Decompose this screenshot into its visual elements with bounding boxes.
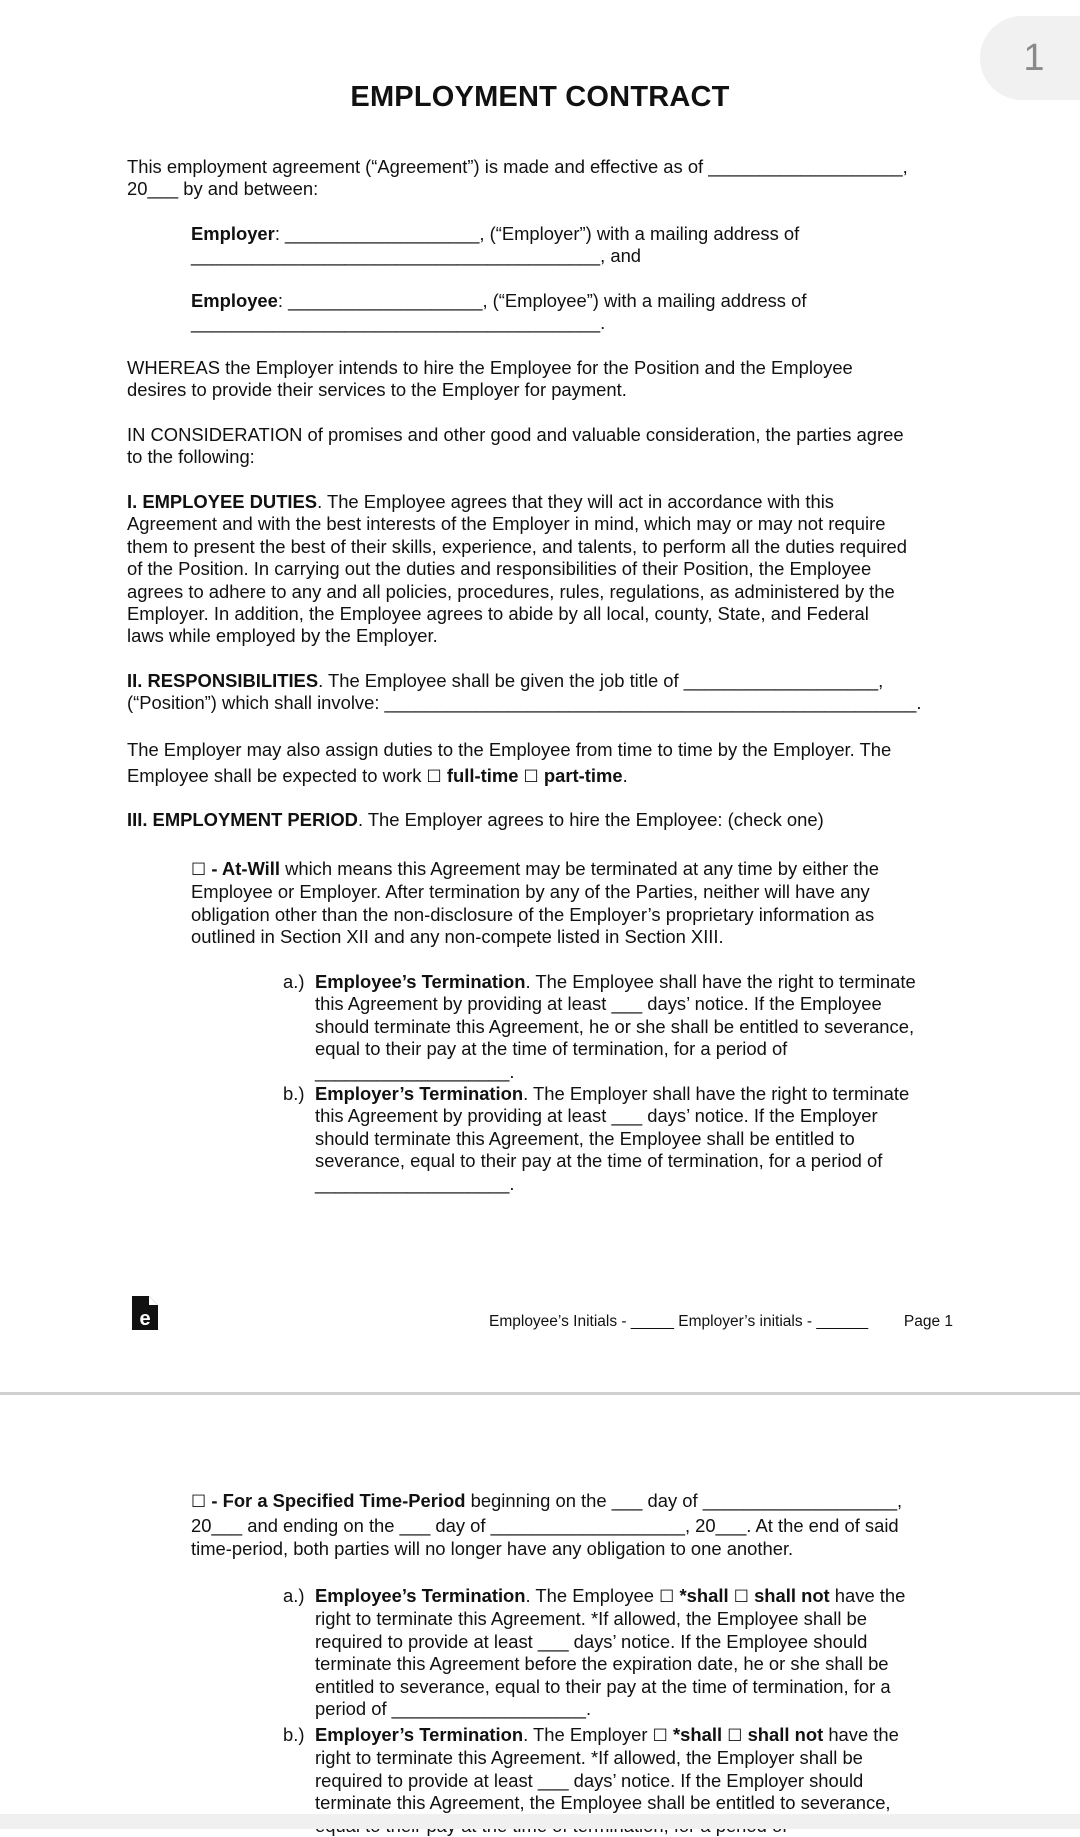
item-line: should terminate this Agreement, he or she shall be entitled to severance, <box>315 1015 915 1037</box>
responsibilities-line-1 <box>127 670 953 692</box>
intro-line-2: 20___ by and between: <box>127 178 319 200</box>
item-line-text: have the <box>823 1724 899 1745</box>
shall-not-label: shall not <box>747 1724 824 1745</box>
specified-line-1 <box>191 1489 953 1514</box>
item-line: ___________________. <box>315 1060 515 1082</box>
item-line: right to terminate this Agreement. *If allowed, the Employee shall be <box>315 1608 868 1630</box>
item-line-text: . The Employer <box>523 1724 653 1745</box>
at-will-text: which means this Agreement may be terminated at any time by either the <box>279 858 879 879</box>
item-line-1 <box>315 1585 955 1608</box>
parttime-checkbox[interactable]: ☐ <box>523 767 539 787</box>
duties-line: laws while employed by the Employer. <box>127 625 438 647</box>
item-label: b.) <box>283 1083 305 1104</box>
at-will-line: Employee or Employer. After termination by any of the Parties, neither will have any <box>191 881 870 903</box>
item-line: this Agreement by providing at least ___ days’ notice. If the Employee <box>315 993 882 1015</box>
shall-label: *shall <box>679 1585 729 1606</box>
scroll-bottom-edge <box>0 1814 1080 1829</box>
item-line-text: . The Employee <box>525 1585 660 1606</box>
employer-line-2: ________________________________________, and <box>191 245 642 267</box>
employee-text: : ___________________, (“Employee”) with a mailing address of <box>277 290 807 311</box>
item-line: required to provide at least ___ days’ notice. If the Employee should <box>315 1630 868 1652</box>
consideration-paragraph <box>127 424 953 469</box>
item-line: entitled to severance, equal to their pay at the time of termination, for a <box>315 1675 891 1697</box>
employee-label: Employee <box>191 290 278 311</box>
item-line: required to provide at least ___ days’ notice. If the Employer should <box>315 1769 864 1791</box>
specified-label: - For a Specified Time-Period <box>206 1490 466 1511</box>
specified-period-option <box>191 1489 953 1560</box>
section-responsibilities <box>127 670 953 715</box>
parttime-label: part-time <box>543 765 623 786</box>
item-line: this Agreement by providing at least ___ days’ notice. If the Employer <box>315 1105 878 1127</box>
specified-line-3: time-period, both parties will no longer have any obligation to one another. <box>191 1538 794 1559</box>
period-heading: III. EMPLOYMENT PERIOD <box>127 809 358 830</box>
item-line: period of ___________________. <box>315 1698 592 1720</box>
page-number-badge: 1 <box>980 16 1080 100</box>
item-heading: Employer’s Termination <box>315 1724 524 1745</box>
item-line: terminate this Agreement, the Employee shall be entitled to severance, <box>315 1792 891 1814</box>
fulltime-checkbox[interactable]: ☐ <box>426 767 442 787</box>
item-line-text: . The Employer shall have the right to terminate <box>523 1083 910 1104</box>
item-line-text: . The Employee shall have the right to terminate <box>525 971 916 992</box>
responsibilities-text: . The Employee shall be given the job title of ___________________, <box>318 670 884 691</box>
employer-line-1 <box>191 223 953 245</box>
consideration-line-2: to the following: <box>127 446 255 468</box>
consideration-line-1: IN CONSIDERATION of promises and other good and valuable consideration, the parties agree <box>127 424 904 445</box>
item-line-1 <box>315 1724 955 1747</box>
item-heading: Employee’s Termination <box>315 971 526 992</box>
specified-period-checkbox[interactable]: ☐ <box>191 1492 207 1512</box>
item-text <box>315 971 955 1083</box>
shall-not-checkbox[interactable]: ☐ <box>733 1587 749 1607</box>
duties-line: agrees to adhere to any and all policies, procedures, rules, regulations, as administered by the <box>127 580 895 602</box>
specified-text: beginning on the ___ day of ___________________, <box>465 1490 903 1511</box>
duties-line: Employer. In addition, the Employee agrees to abide by all local, county, State, and Federal <box>127 603 869 625</box>
duties-line: them to present the best of their skills, experience, and talents, to perform all the duties required <box>127 535 907 557</box>
intro-line-1: This employment agreement (“Agreement”) is made and effective as of ___________________, <box>127 156 908 177</box>
whereas-paragraph <box>127 357 953 402</box>
svg-text:e: e <box>139 1308 151 1330</box>
shall-checkbox[interactable]: ☐ <box>659 1587 675 1607</box>
shall-not-checkbox[interactable]: ☐ <box>727 1726 743 1746</box>
item-line-1 <box>315 1083 955 1105</box>
duties-line: Agreement and with the best interests of the Employer in mind, which may or may not require <box>127 513 886 535</box>
footer-page-number: Page 1 <box>903 1313 953 1330</box>
section-employee-duties <box>127 491 953 648</box>
at-will-label: - At-Will <box>206 858 280 879</box>
item-label: a.) <box>283 1585 305 1606</box>
shall-not-label: shall not <box>754 1585 830 1606</box>
item-line: severance, equal to their pay at the time of termination, for a period of <box>315 1150 883 1172</box>
assign-line-1: The Employer may also assign duties to the Employee from time to time by the Employer. The <box>127 739 892 760</box>
at-will-line: outlined in Section XII and any non-compete listed in Section XIII. <box>191 926 724 948</box>
specified-line-2: 20___ and ending on the ___ day of ___________________, 20___. At the end of said <box>191 1515 899 1536</box>
duties-line-1 <box>127 491 953 513</box>
assign-paragraph <box>127 737 953 790</box>
duties-line: of the Position. In carrying out the duties and responsibilities of their Position, the Employee <box>127 558 872 580</box>
employee-block <box>191 290 953 335</box>
item-heading: Employee’s Termination <box>315 1585 526 1606</box>
whereas-line-2: desires to provide their services to the Employer for payment. <box>127 379 627 401</box>
responsibilities-heading: II. RESPONSIBILITIES <box>127 670 319 691</box>
period-text: . The Employer agrees to hire the Employee: (check one) <box>357 809 824 830</box>
employee-line-2: ________________________________________. <box>191 312 606 334</box>
at-will-option <box>191 858 953 949</box>
employer-label: Employer <box>191 223 275 244</box>
assign-line-2 <box>127 763 953 790</box>
employee-line-1 <box>191 290 953 312</box>
document-logo-icon <box>132 1296 158 1330</box>
whereas-line-1: WHEREAS the Employer intends to hire the Employee for the Position and the Employee <box>127 357 853 378</box>
period-line <box>127 809 953 831</box>
intro-paragraph <box>127 156 953 201</box>
item-label: b.) <box>283 1724 305 1745</box>
at-will-checkbox[interactable]: ☐ <box>191 860 207 880</box>
responsibilities-line-2: (“Position”) which shall involve: ____________________________________________________. <box>127 692 922 714</box>
initials-line: Employee’s Initials - _____ Employer’s initials - ______ <box>489 1313 869 1330</box>
item-line: should terminate this Agreement, the Employee shall be entitled to <box>315 1127 855 1149</box>
item-line: ___________________. <box>315 1172 515 1194</box>
shall-checkbox[interactable]: ☐ <box>652 1726 668 1746</box>
at-will-line: obligation other than the non-disclosure of the Employer’s proprietary information as <box>191 903 875 925</box>
fulltime-label: full-time <box>446 765 519 786</box>
at-will-line-1 <box>191 858 953 881</box>
item-text <box>315 1585 955 1720</box>
item-line: right to terminate this Agreement. *If allowed, the Employer shall be <box>315 1747 863 1769</box>
item-line-text: have the <box>829 1585 906 1606</box>
employer-text: : ___________________, (“Employer”) with a mailing address of <box>274 223 800 244</box>
duties-heading: I. EMPLOYEE DUTIES <box>127 491 318 512</box>
section-employment-period <box>127 809 953 831</box>
shall-label: *shall <box>673 1724 723 1745</box>
duties-text: . The Employee agrees that they will act in accordance with this <box>317 491 834 512</box>
document-title: EMPLOYMENT CONTRACT <box>350 81 730 113</box>
item-heading: Employer’s Termination <box>315 1083 524 1104</box>
assign-text: Employee shall be expected to work <box>127 765 427 786</box>
item-line: terminate this Agreement before the expiration date, he or she shall be <box>315 1653 889 1675</box>
employer-block <box>191 223 953 268</box>
page-divider <box>0 1392 1080 1395</box>
item-text <box>315 1083 955 1195</box>
item-line: equal to their pay at the time of termination, for a period of <box>315 1038 788 1060</box>
item-label: a.) <box>283 971 305 992</box>
assign-end: . <box>622 765 628 786</box>
item-line-1 <box>315 971 955 993</box>
